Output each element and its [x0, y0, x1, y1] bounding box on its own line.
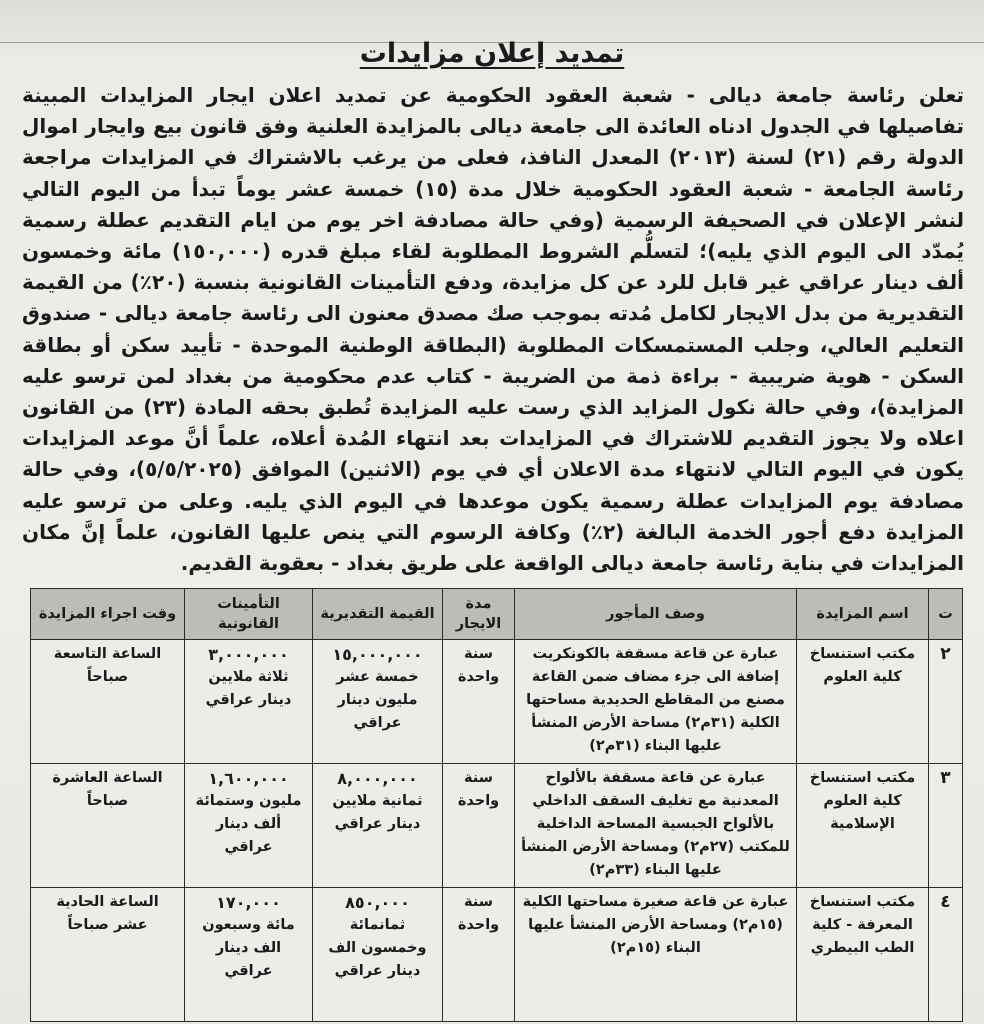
- row-num: ٣: [929, 764, 963, 888]
- row-num: ٢: [929, 640, 963, 764]
- row-time: الساعة العاشرة صباحاً: [31, 764, 185, 888]
- row-desc: عبارة عن قاعة مسقفة بالكونكريت إضافة الى جزء مضاف ضمن القاعة مصنع من المقاطع الحديدية مساحتها الكلية (٣١م٢) مساحة الأرض المنشأ عليها البناء (٣١م٢): [515, 640, 797, 764]
- header-time: وقت اجراء المزايدة: [31, 589, 185, 640]
- table-row: [31, 640, 963, 764]
- row-desc: عبارة عن قاعة صغيرة مساحتها الكلية (١٥م٢) ومساحة الأرض المنشأ عليها البناء (١٥م٢): [515, 888, 797, 1022]
- insurance-words: ثلاثة ملايين دينار عراقي: [205, 669, 292, 708]
- insurance-figure: ١٧٠,٠٠٠: [216, 893, 281, 912]
- row-name: مكتب استنساخ كلية العلوم الإسلامية: [797, 764, 929, 888]
- page-title: [0, 38, 984, 69]
- header-duration: مدة الايجار: [443, 589, 515, 640]
- table-row: [31, 764, 963, 888]
- row-value: [313, 764, 443, 888]
- header-insurance: التأمينات القانونية: [185, 589, 313, 640]
- row-duration: سنة واحدة: [443, 640, 515, 764]
- row-value: [313, 640, 443, 764]
- header-desc: وصف المأجور: [515, 589, 797, 640]
- value-words: ثمانية ملايين دينار عراقي: [332, 793, 423, 832]
- insurance-words: مليون وستمائة ألف دينار عراقي: [195, 793, 302, 855]
- insurance-figure: ٣,٠٠٠,٠٠٠: [208, 645, 289, 664]
- header-name: اسم المزايدة: [797, 589, 929, 640]
- value-words: ثمانمائة وخمسون الف دينار عراقي: [328, 917, 427, 979]
- row-insurance: [185, 764, 313, 888]
- value-figure: ٨,٠٠٠,٠٠٠: [337, 769, 418, 788]
- row-name: مكتب استنساخ كلية العلوم: [797, 640, 929, 764]
- insurance-words: مائة وسبعون الف دينار عراقي: [202, 917, 295, 979]
- row-name: مكتب استنساخ المعرفة - كلية الطب البيطري: [797, 888, 929, 1022]
- title-text: تمديد إعلان مزايدات: [359, 38, 625, 69]
- value-figure: ١٥,٠٠٠,٠٠٠: [332, 645, 423, 664]
- row-duration: سنة واحدة: [443, 764, 515, 888]
- announcement-body: تعلن رئاسة جامعة ديالى - شعبة العقود الحكومية عن تمديد اعلان ايجار المزايدات المبينة تفاصيلها في الجدول ادناه العائدة الى جامعة ديالى بالمزايدة العلنية وفق قانون بيع وايجار اموال الدولة رقم (٢١) لسنة (٢٠١٣) المعدل النافذ، فعلى من يرغب بالاشتراك في المزايدات مراجعة رئاسة الجامعة - شعبة العقود الحكومية خلال مدة (١٥) خمسة عشر يوماً تبدأ من اليوم التالي لنشر الإعلان في الصحيفة الرسمية (وفي حالة مصادفة اخر يوم من ايام التقديم عطلة رسمية يُمدّد الى اليوم الذي يليه)؛ لتسلُّم الشروط المطلوبة لقاء مبلغ قدره (١٥٠,٠٠٠) مائة وخمسون ألف دينار عراقي غير قابل للرد عن كل مزايدة، ودفع التأمينات القانونية بنسبة (٢٠٪) من القيمة التقديرية من بدل الايجار لكامل مُدته بموجب صك مصدق معنون الى رئاسة جامعة ديالى - صندوق التعليم العالي، وجلب المستمسكات المطلوبة (البطاقة الوطنية الموحدة - تأييد سكن أو بطاقة السكن - هوية ضريبية - براءة ذمة من الضريبة - كتاب عدم محكومية من بغداد لمن ترسو عليه المزايدة)، وفي حالة نكول المزايد الذي رست عليه المزايدة تُطبق بحقه المادة (٢٣) من القانون اعلاه ولا يجوز التقديم للاشتراك في المزايدات بعد انتهاء المُدة أعلاه، علماً أنَّ موعد المزايدات يكون في اليوم التالي لانتهاء مدة الاعلان أي في يوم (الاثنين) الموافق (٥/٥/٢٠٢٥)، وفي حالة مصادفة يوم المزايدات عطلة رسمية يكون موعدها في اليوم الذي يليه. وعلى من ترسو عليه المزايدة دفع أجور الخدمة البالغة (٢٪) وكافة الرسوم التي ينص عليها القانون، علماً إنَّ مكان المزايدات في بناية رئاسة جامعة ديالى الواقعة على طريق بغداد - بعقوبة القديم.: [22, 83, 964, 576]
- row-time: الساعة التاسعة صباحاً: [31, 640, 185, 764]
- row-insurance: [185, 640, 313, 764]
- value-figure: ٨٥٠,٠٠٠: [345, 893, 410, 912]
- table-header-row: [31, 589, 963, 640]
- row-desc: عبارة عن قاعة مسقفة بالألواح المعدنية مع تغليف السقف الداخلي بالألواح الجبسية المساحة الداخلية للمكتب (٢٧م٢) ومساحة الأرض المنشأ عليها البناء (٣٣م٢): [515, 764, 797, 888]
- auctions-table: [30, 588, 963, 1022]
- header-value: القيمة التقديرية: [313, 589, 443, 640]
- row-insurance: [185, 888, 313, 1022]
- value-words: خمسة عشر مليون دينار عراقي: [336, 669, 419, 731]
- table-row: [31, 888, 963, 1022]
- row-duration: سنة واحدة: [443, 888, 515, 1022]
- row-value: [313, 888, 443, 1022]
- row-num: ٤: [929, 888, 963, 1022]
- row-time: الساعة الحادية عشر صباحاً: [31, 888, 185, 1022]
- header-num: ت: [929, 589, 963, 640]
- insurance-figure: ١,٦٠٠,٠٠٠: [208, 769, 289, 788]
